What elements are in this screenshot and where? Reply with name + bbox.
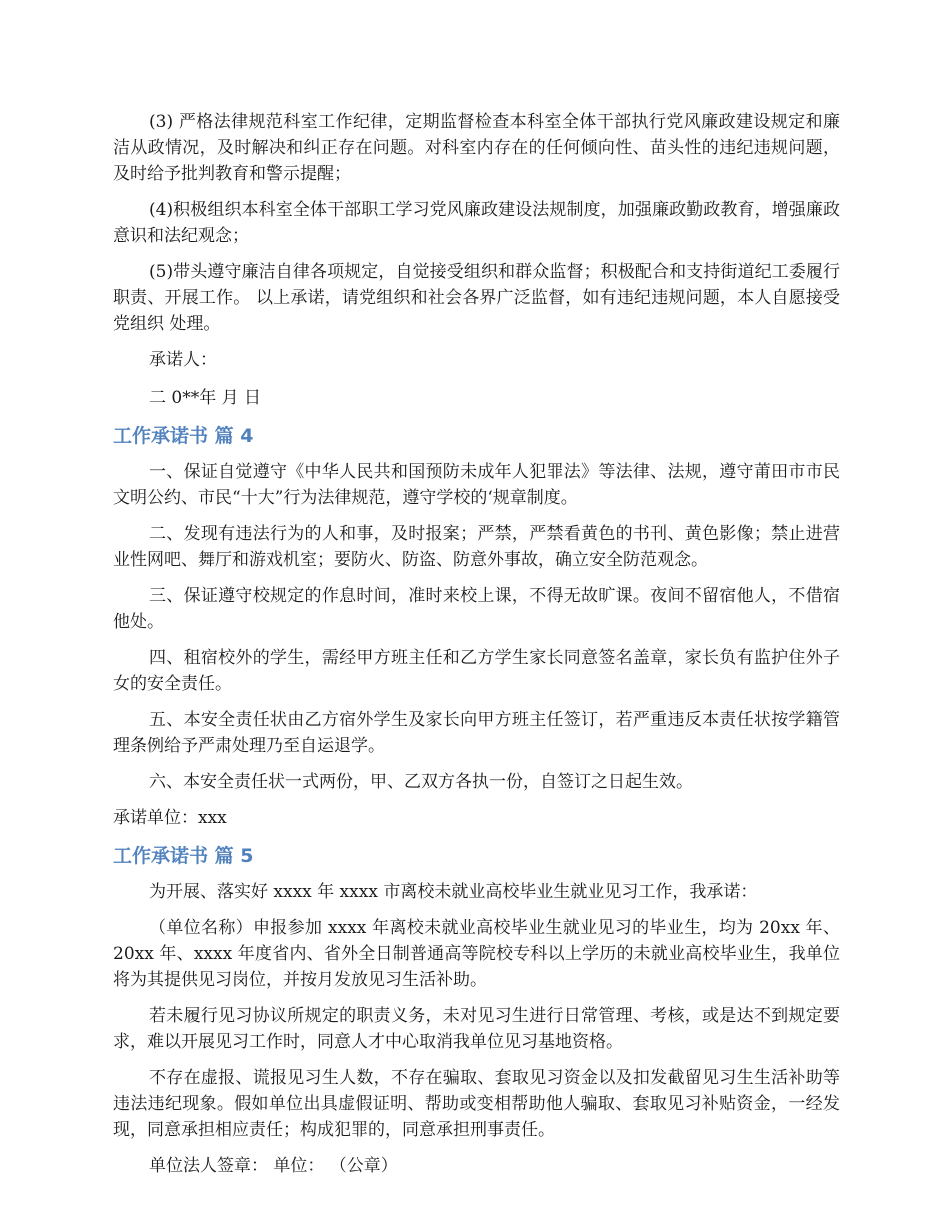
paragraph: 四、租宿校外的学生，需经甲方班主任和乙方学生家长同意签名盖章，家长负有监护住外子女的安全责任。	[113, 648, 840, 694]
paragraph: 不存在虚报、谎报见习生人数，不存在骗取、套取见习资金以及扣发截留见习生生活补助等违法违纪现象。假如单位出具虚假证明、帮助或变相帮助他人骗取、套取见习补贴资金，一经发现，同意承担相应责任；构成犯罪的，同意承担刑事责任。	[113, 1068, 840, 1140]
section-heading: 工作承诺书 篇 4	[113, 425, 254, 447]
paragraph: (5)带头遵守廉洁自律各项规定，自觉接受组织和群众监督；积极配合和支持街道纪工委履行职责、开展工作。 以上承诺，请党组织和社会各界广泛监督，如有违纪违规问题，本人自愿接受党组织 处理。	[113, 262, 840, 334]
paragraph: 若未履行见习协议所规定的职责义务，未对见习生进行日常管理、考核，或是达不到规定要求，难以开展见习工作时，同意人才中心取消我单位见习基地资格。	[113, 1006, 840, 1052]
paragraph: 为开展、落实好 xxxx 年 xxxx 市离校未就业高校毕业生就业见习工作，我承诺：	[149, 882, 758, 902]
paragraph: 二、发现有违法行为的人和事，及时报案；严禁，严禁看黄色的书刊、黄色影像；禁止进营业性网吧、舞厅和游戏机室；要防火、防盗、防意外事故，确立安全防范观念。	[113, 524, 840, 570]
paragraph: 三、保证遵守校规定的作息时间，准时来校上课，不得无故旷课。夜间不留宿他人，不借宿他处。	[113, 586, 840, 632]
signer-line: 承诺人：	[149, 350, 217, 370]
paragraph: (3) 严格法律规范科室工作纪律，定期监督检查本科室全体干部执行党风廉政建设规定和廉洁从政情况，及时解决和纠正存在问题。对科室内存在的任何倾向性、苗头性的违纪违规问题，及时给予批判教育和警示提醒；	[113, 112, 840, 184]
paragraph: （单位名称）申报参加 xxxx 年离校未就业高校毕业生就业见习的毕业生，均为 20xx 年、20xx 年、xxxx 年度省内、省外全日制普通高等院校专科以上学历的未就业高校毕业生，我单位将为其提供见习岗位，并按月发放见习生活补助。	[113, 918, 840, 990]
signer-line: 承诺单位：xxx	[113, 808, 227, 828]
document-page	[113, 109, 840, 1189]
paragraph: (4)积极组织本科室全体干部职工学习党风廉政建设法规制度，加强廉政勤政教育，增强廉政意识和法纪观念；	[113, 200, 840, 246]
paragraph: 一、保证自觉遵守《中华人民共和国预防未成年人犯罪法》等法律、法规，遵守莆田市市民文明公约、市民“十大”行为法律规范，遵守学校的‘规章制度。	[113, 462, 840, 508]
signer-line: 单位法人签章： 单位： （公章）	[149, 1156, 398, 1176]
section-heading: 工作承诺书 篇 5	[113, 845, 254, 867]
paragraph: 五、本安全责任状由乙方宿外学生及家长向甲方班主任签订，若严重违反本责任状按学籍管理条例给予严肃处理乃至自运退学。	[113, 710, 840, 756]
date-line: 二 0**年 月 日	[149, 388, 262, 408]
paragraph: 六、本安全责任状一式两份，甲、乙双方各执一份，自签订之日起生效。	[149, 772, 693, 792]
